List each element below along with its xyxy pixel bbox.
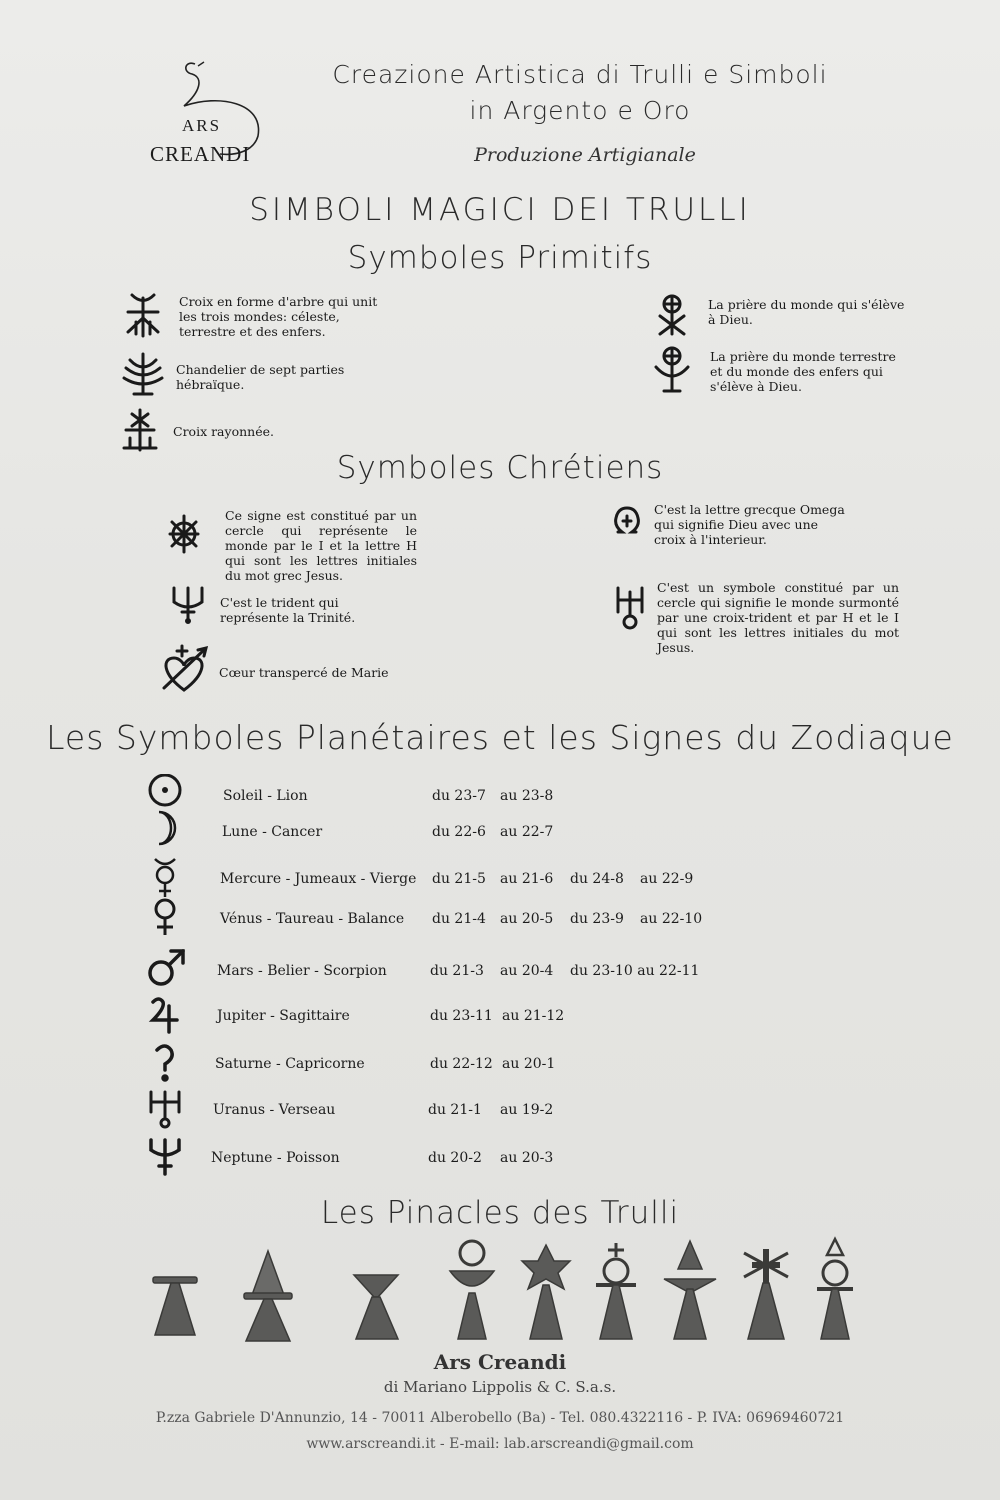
zodiac-date: au 21-12	[502, 1008, 565, 1024]
zodiac-date: du 22-6	[432, 824, 486, 840]
uranus-icon	[145, 1088, 189, 1132]
section-title-primitifs: Symboles Primitifs	[347, 240, 653, 276]
footer-company-name: Ars Creandi	[433, 1350, 567, 1374]
zodiac-date: au 22-7	[500, 824, 554, 840]
zodiac-name: Uranus - Verseau	[213, 1102, 336, 1118]
zodiac-date: au 22-9	[640, 871, 694, 887]
zodiac-date: du 22-12	[430, 1056, 493, 1072]
zodiac-date: au 20-3	[500, 1150, 554, 1166]
zodiac-name: Neptune - Poisson	[211, 1150, 340, 1166]
neptune-icon	[145, 1136, 189, 1180]
tree-cross-icon	[118, 292, 168, 340]
footer-address: P.zza Gabriele D'Annunzio, 14 - 70011 Alberobello (Ba) - Tel. 080.4322116 - P. IVA: 06969460721	[155, 1410, 845, 1426]
zodiac-date: au 19-2	[500, 1102, 554, 1118]
zodiac-row	[0, 810, 1000, 854]
pinnacle-cross-icon	[736, 1235, 796, 1345]
moon-icon	[145, 810, 189, 854]
zodiac-name: Jupiter - Sagittaire	[217, 1008, 350, 1024]
zodiac-row	[0, 994, 1000, 1038]
primitif-desc-4: La prière du monde qui s'élève à Dieu.	[708, 297, 905, 327]
mars-icon	[145, 949, 189, 993]
zodiac-date: au 21-6	[500, 871, 554, 887]
world-prayer-icon	[650, 292, 694, 336]
section-title-zodiaque: Les Symboles Planétaires et les Signes du Zodiaque	[46, 718, 954, 757]
mercury-icon	[145, 857, 189, 901]
zodiac-date: au 20-4	[500, 963, 554, 979]
zodiac-row	[0, 1042, 1000, 1086]
pinnacle-triangle-sphere-icon	[805, 1235, 865, 1345]
main-title: SIMBOLI MAGICI DEI TRULLI	[249, 192, 751, 228]
logo-ars-text: ARS	[182, 116, 222, 135]
zodiac-name: Mercure - Jumeaux - Vierge	[220, 871, 417, 887]
chretien-desc-1: Ce signe est constitué par un cercle qui représente le monde par le I et la lettre H qui sont les lettres initiales du mot grec Jesus.	[225, 508, 417, 583]
chretien-desc-2: C'est le trident qui représente la Trinité.	[220, 595, 356, 625]
pinnacle-bowl-icon	[346, 1235, 406, 1345]
candelabrum-icon	[118, 352, 168, 396]
pinnacle-disc-icon	[145, 1235, 205, 1345]
chretien-desc-5: C'est un symbole constitué par un cercle qui signifie le monde surmonté par une croix-trident et par H et le I qui sont les lettres initiales du mot Jesus.	[657, 580, 899, 655]
ars-creandi-logo	[140, 58, 280, 178]
zodiac-row	[0, 897, 1000, 941]
pinnacle-sphere-bowl-icon	[442, 1235, 502, 1345]
pierced-heart-icon	[158, 644, 210, 694]
zodiac-date: du 23-11	[430, 1008, 493, 1024]
zodiac-row	[0, 949, 1000, 993]
pinnacle-star-icon	[516, 1235, 576, 1345]
chretien-desc-4: C'est la lettre grecque Omega qui signifie Dieu avec une croix à l'interieur.	[654, 502, 845, 547]
ih-circle-icon	[164, 512, 204, 556]
header-line-2: in Argento e Oro	[469, 96, 691, 125]
zodiac-date: du 21-1	[428, 1102, 482, 1118]
section-title-chretiens: Symboles Chrétiens	[336, 450, 664, 486]
venus-icon	[145, 897, 189, 941]
header-line-1: Creazione Artistica di Trulli e Simboli	[332, 60, 828, 89]
zodiac-name: Saturne - Capricorne	[215, 1056, 365, 1072]
earth-underworld-prayer-icon	[650, 345, 694, 393]
pinnacle-cone-star-icon	[660, 1235, 720, 1345]
zodiac-date: du 21-4	[432, 911, 486, 927]
zodiac-date: au 20-1	[502, 1056, 556, 1072]
zodiac-name: Mars - Belier - Scorpion	[217, 963, 387, 979]
zodiac-date: du 23-7	[432, 788, 486, 804]
trident-icon	[166, 584, 210, 624]
footer-web: www.arscreandi.it - E-mail: lab.arscreandi@gmail.com	[306, 1436, 694, 1452]
saturn-icon	[145, 1042, 189, 1086]
primitif-desc-2: Chandelier de sept parties hébraïque.	[176, 362, 345, 392]
zodiac-row	[0, 1136, 1000, 1180]
chretien-desc-3: Cœur transpercé de Marie	[219, 665, 389, 680]
zodiac-name: Soleil - Lion	[223, 788, 308, 804]
jupiter-icon	[145, 994, 189, 1038]
header-line-3: Produzione Artigianale	[474, 144, 696, 166]
zodiac-row	[0, 1088, 1000, 1132]
zodiac-name: Lune - Cancer	[222, 824, 323, 840]
section-title-pinacles: Les Pinacles des Trulli	[320, 1195, 680, 1231]
primitif-desc-1: Croix en forme d'arbre qui unit les trois mondes: céleste, terrestre et des enfers.	[179, 294, 378, 339]
h-trident-circle-icon	[612, 586, 648, 630]
zodiac-date: du 21-5	[432, 871, 486, 887]
zodiac-name: Vénus - Taureau - Balance	[220, 911, 405, 927]
zodiac-date: au 23-8	[500, 788, 554, 804]
pinnacle-cross-circle-icon	[586, 1235, 646, 1345]
omega-cross-icon	[610, 502, 644, 536]
zodiac-date: du 21-3	[430, 963, 484, 979]
zodiac-date: du 23-9	[570, 911, 624, 927]
primitif-desc-3: Croix rayonnée.	[173, 424, 274, 439]
footer-owner: di Mariano Lippolis & C. S.a.s.	[383, 1378, 617, 1396]
zodiac-date: au 22-10	[640, 911, 703, 927]
zodiac-date: du 23-10 au 22-11	[570, 963, 700, 979]
pinnacle-cone-icon	[238, 1235, 298, 1345]
zodiac-date: au 20-5	[500, 911, 554, 927]
primitif-desc-5: La prière du monde terrestre et du monde des enfers qui s'élève à Dieu.	[710, 349, 896, 394]
zodiac-date: du 24-8	[570, 871, 624, 887]
zodiac-date: du 20-2	[428, 1150, 482, 1166]
zodiac-row	[0, 857, 1000, 901]
radiant-cross-icon	[118, 408, 162, 452]
logo-creandi-text: CREANDI	[150, 142, 251, 166]
